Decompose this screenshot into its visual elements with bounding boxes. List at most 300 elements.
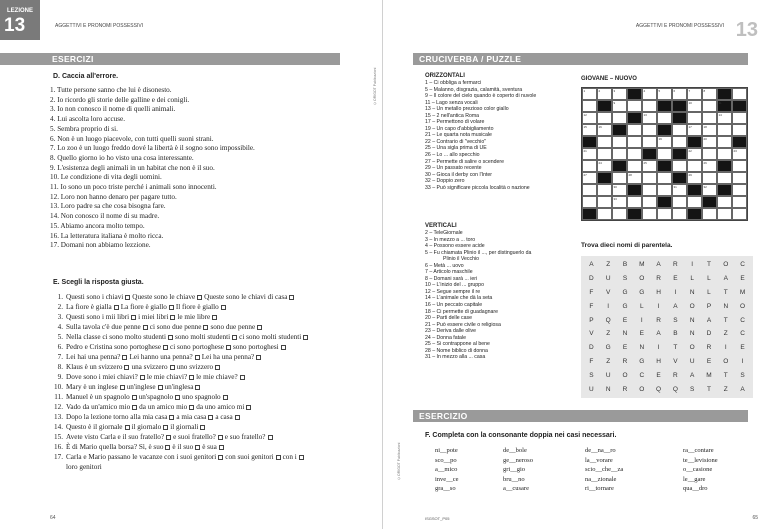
crossword-cell[interactable]: 19 [657, 136, 672, 148]
answer-checkbox[interactable] [189, 405, 194, 410]
wordsearch-letter[interactable]: T [707, 385, 711, 393]
answer-checkbox[interactable] [215, 365, 220, 370]
wordsearch-letter[interactable]: U [605, 275, 611, 283]
crossword-cell[interactable] [582, 160, 597, 172]
clue-orizzontale: 21 – Le quarta nota musicale [425, 132, 492, 139]
exercise-d-item: 8. Quello giorno io ho visto una cosa interessante. [50, 153, 194, 162]
answer-checkbox[interactable] [170, 365, 175, 370]
wordsearch-letter[interactable]: H [656, 357, 661, 365]
answer-checkbox[interactable] [114, 305, 119, 310]
wordsearch-letter[interactable]: I [640, 316, 643, 324]
wordsearch-letter[interactable]: C [740, 261, 745, 269]
answer-checkbox[interactable] [122, 355, 127, 360]
crossword-cell[interactable]: 27 [582, 172, 597, 184]
crossword-cell[interactable] [732, 172, 747, 184]
option-text: una svizzero [131, 363, 168, 371]
wordsearch-letter[interactable]: F [589, 302, 594, 310]
clue-verticale: 8 – Domani sarà ... ieri [425, 275, 478, 282]
exercise-f-column-2 [503, 446, 533, 494]
wordsearch-letter[interactable]: D [706, 330, 712, 338]
crossword-cell[interactable] [702, 172, 717, 184]
wordsearch-letter[interactable]: Z [606, 330, 611, 338]
crossword-cell[interactable] [657, 172, 672, 184]
wordsearch-letter[interactable]: R [673, 261, 678, 269]
wordsearch-letter[interactable]: G [639, 288, 645, 296]
crossword-cell[interactable] [642, 124, 657, 136]
answer-checkbox[interactable] [218, 435, 223, 440]
wordsearch-letter[interactable]: T [723, 316, 728, 324]
fill-in-word[interactable]: scio__che__za [585, 466, 624, 473]
fill-in-word[interactable]: bru__no [503, 475, 525, 483]
crossword-cell[interactable]: 21 [582, 148, 597, 160]
fill-in-word[interactable]: ra__contare [683, 447, 714, 454]
fill-in-word[interactable]: sco__po [435, 456, 457, 464]
wordsearch-letter[interactable]: S [589, 371, 594, 379]
exercise-e-item [50, 432, 310, 442]
answer-checkbox[interactable] [163, 425, 168, 430]
crossword-cell[interactable] [582, 196, 597, 208]
fill-in-word[interactable]: a__cusare [503, 485, 529, 492]
crossword-cell[interactable] [732, 184, 747, 196]
crossword-cell[interactable] [672, 124, 687, 136]
answer-checkbox[interactable] [131, 315, 136, 320]
wordsearch-letter[interactable]: R [622, 385, 628, 393]
fill-in-word[interactable]: gra__so [435, 485, 456, 492]
answer-checkbox[interactable] [195, 355, 200, 360]
wordsearch-grid[interactable] [581, 256, 753, 398]
crossword-cell[interactable]: 2 [597, 88, 612, 100]
crossword-cell[interactable]: 10 [687, 100, 702, 112]
wordsearch-letter[interactable]: R [656, 316, 661, 324]
crossword-cell[interactable] [672, 136, 687, 148]
wordsearch-letter[interactable]: E [740, 275, 745, 283]
crossword-cell[interactable] [612, 148, 627, 160]
answer-checkbox[interactable] [240, 375, 245, 380]
crossword-cell[interactable] [642, 136, 657, 148]
crossword-cell[interactable] [627, 160, 642, 172]
wordsearch-letter[interactable]: Z [606, 261, 611, 269]
answer-checkbox[interactable] [169, 415, 174, 420]
crossword-black-cell [642, 148, 657, 160]
answer-checkbox[interactable] [158, 385, 163, 390]
wordsearch-letter[interactable]: U [605, 371, 611, 379]
wordsearch-letter[interactable]: D [589, 275, 594, 283]
wordsearch-letter[interactable]: B [673, 330, 678, 338]
fill-in-word[interactable]: na__zionale [585, 475, 617, 483]
wordsearch-letter[interactable]: M [639, 261, 645, 269]
wordsearch-letter[interactable]: V [589, 330, 594, 338]
answer-checkbox[interactable] [299, 455, 304, 460]
wordsearch-letter[interactable]: Z [723, 385, 728, 393]
wordsearch-letter[interactable]: O [639, 275, 645, 283]
wordsearch-letter[interactable]: I [674, 288, 677, 296]
wordsearch-letter[interactable]: V [673, 357, 678, 365]
lesson-tab [0, 0, 40, 40]
answer-checkbox[interactable] [218, 455, 223, 460]
crossword-cell[interactable] [597, 208, 612, 220]
wordsearch-letter[interactable]: B [622, 261, 628, 269]
crossword-cell[interactable]: 23 [732, 148, 747, 160]
crossword-cell[interactable] [687, 196, 702, 208]
crossword-cell[interactable] [582, 184, 597, 196]
crossword-cell[interactable] [717, 148, 732, 160]
crossword-cell[interactable] [597, 184, 612, 196]
wordsearch-letter[interactable]: R [622, 357, 628, 365]
crossword-cell[interactable] [612, 136, 627, 148]
wordsearch-letter[interactable]: R [706, 344, 712, 352]
wordsearch-letter[interactable]: G [639, 357, 645, 365]
wordsearch-letter[interactable]: L [690, 275, 694, 283]
answer-checkbox[interactable] [221, 305, 226, 310]
wordsearch-letter[interactable]: L [639, 302, 644, 310]
wordsearch-letter[interactable]: D [589, 344, 594, 352]
answer-checkbox[interactable] [132, 395, 137, 400]
crossword-cell[interactable] [657, 112, 672, 124]
wordsearch-letter[interactable]: F [589, 288, 594, 296]
crossword-cell[interactable]: 26 [702, 160, 717, 172]
crossword-cell[interactable] [612, 112, 627, 124]
wordsearch-letter[interactable]: P [706, 302, 712, 310]
exercise-f-column-1 [435, 446, 458, 494]
page-number: 64 [50, 515, 56, 521]
wordsearch-letter[interactable]: E [740, 344, 745, 352]
crossword-cell[interactable] [732, 124, 747, 136]
wordsearch-letter[interactable]: S [622, 275, 628, 283]
wordsearch-letter[interactable]: I [657, 302, 660, 310]
fill-in-word[interactable]: inve__ce [435, 475, 459, 483]
exercise-e-item [50, 322, 310, 332]
crossword-cell[interactable] [702, 112, 717, 124]
answer-checkbox[interactable] [212, 315, 217, 320]
running-head: AGGETTIVI E PRONOMI POSSESSIVI [635, 23, 724, 29]
crossword-cell[interactable] [717, 208, 732, 220]
crossword-cell[interactable] [627, 148, 642, 160]
option-text: Questo è il giornale [66, 423, 123, 431]
fill-in-word[interactable]: ge__neroso [503, 456, 533, 464]
crossword-cell[interactable]: 20 [702, 136, 717, 148]
fill-in-word[interactable]: te__levisione [683, 456, 718, 464]
footer-code: ISGSOT_P05 [425, 516, 450, 521]
crossword-cell[interactable] [597, 136, 612, 148]
wordsearch-letter[interactable]: E [622, 344, 628, 352]
wordsearch-letter[interactable]: U [689, 357, 695, 365]
crossword-cell[interactable] [717, 136, 732, 148]
wordsearch-letter[interactable]: Z [606, 357, 611, 365]
clue-orizzontale: 9 – Il colore del cielo quando è coperto di nuvole [425, 93, 537, 100]
answer-checkbox[interactable] [175, 395, 180, 400]
crossword-cell[interactable] [717, 124, 732, 136]
option-text: con suoi genitori [225, 453, 274, 461]
answer-checkbox[interactable] [195, 445, 200, 450]
wordsearch-letter[interactable]: N [723, 302, 729, 310]
crossword-cell[interactable] [642, 184, 657, 196]
crossword-cell[interactable]: 1 [582, 88, 597, 100]
wordsearch-letter[interactable]: U [589, 385, 594, 393]
wordsearch-letter[interactable]: N [622, 330, 628, 338]
crossword-black-cell [582, 208, 597, 220]
crossword-cell[interactable] [642, 196, 657, 208]
wordsearch-letter[interactable]: O [639, 385, 645, 393]
crossword-cell[interactable]: 28 [627, 172, 642, 184]
wordsearch-letter[interactable]: T [723, 288, 728, 296]
wordsearch-letter[interactable]: E [622, 316, 628, 324]
answer-checkbox[interactable] [197, 295, 202, 300]
crossword-black-cell [717, 160, 732, 172]
crossword-cell[interactable]: 17 [687, 124, 702, 136]
crossword-cell[interactable]: 25 [642, 160, 657, 172]
wordsearch-letter[interactable]: S [690, 385, 695, 393]
wordsearch-letter[interactable]: A [740, 385, 745, 393]
crossword-cell[interactable]: 16 [597, 124, 612, 136]
answer-checkbox[interactable] [223, 395, 228, 400]
wordsearch-letter[interactable]: G [622, 302, 628, 310]
wordsearch-letter[interactable]: A [706, 316, 712, 324]
option-text: Avete visto Carla e il suo fratello? [66, 433, 165, 441]
crossword-cell[interactable] [642, 208, 657, 220]
option-text: le mie chiavi? [146, 373, 188, 381]
answer-checkbox[interactable] [276, 455, 281, 460]
crossword-cell[interactable] [672, 160, 687, 172]
crossword-cell[interactable]: 32 [702, 184, 717, 196]
crossword-cell[interactable]: 14 [717, 112, 732, 124]
crossword-cell[interactable] [717, 196, 732, 208]
answer-checkbox[interactable] [168, 335, 173, 340]
crossword-cell[interactable] [597, 112, 612, 124]
wordsearch-letter[interactable]: N [689, 288, 695, 296]
wordsearch-letter[interactable]: A [589, 261, 594, 269]
wordsearch-letter[interactable]: N [605, 385, 611, 393]
answer-checkbox[interactable] [268, 435, 273, 440]
exercise-e-item [50, 342, 310, 352]
wordsearch-letter[interactable]: E [656, 371, 661, 379]
answer-checkbox[interactable] [170, 315, 175, 320]
answer-checkbox[interactable] [132, 405, 137, 410]
wordsearch-letter[interactable]: Z [723, 330, 728, 338]
crossword-cell[interactable] [597, 196, 612, 208]
wordsearch-letter[interactable]: C [740, 316, 745, 324]
wordsearch-letter[interactable]: A [723, 275, 728, 283]
answer-checkbox[interactable] [125, 425, 130, 430]
wordsearch-letter[interactable]: E [673, 275, 678, 283]
answer-checkbox[interactable] [140, 375, 145, 380]
wordsearch-letter[interactable]: I [607, 302, 610, 310]
fill-in-word[interactable]: a__mico [435, 466, 458, 473]
wordsearch-letter[interactable]: C [639, 371, 645, 379]
crossword-cell[interactable] [702, 100, 717, 112]
wordsearch-letter[interactable]: S [740, 371, 745, 379]
option-text: Dove sono i miei chiavi? [66, 373, 138, 381]
crossword-cell[interactable] [732, 160, 747, 172]
wordsearch-letter[interactable]: T [707, 261, 711, 269]
wordsearch-letter[interactable]: Q [672, 385, 678, 393]
crossword-grid[interactable] [581, 87, 748, 221]
answer-checkbox[interactable] [195, 385, 200, 390]
wordsearch-letter[interactable]: I [657, 344, 660, 352]
crossword-cell[interactable]: 29 [687, 172, 702, 184]
crossword-cell[interactable] [732, 196, 747, 208]
wordsearch-letter[interactable]: R [673, 371, 678, 379]
wordsearch-letter[interactable]: F [589, 357, 594, 365]
crossword-cell[interactable]: 7 [687, 88, 702, 100]
answer-checkbox[interactable] [200, 425, 205, 430]
crossword-cell[interactable] [627, 100, 642, 112]
crossword-cell[interactable] [672, 208, 687, 220]
crossword-cell[interactable] [732, 208, 747, 220]
wordsearch-letter[interactable]: O [689, 302, 695, 310]
answer-checkbox[interactable] [226, 345, 231, 350]
wordsearch-letter[interactable]: L [707, 275, 711, 283]
wordsearch-letter[interactable]: A [673, 302, 678, 310]
wordsearch-letter[interactable]: N [689, 330, 695, 338]
crossword-cell[interactable]: 33 [612, 196, 627, 208]
crossword-cell[interactable]: 22 [687, 148, 702, 160]
fill-in-word[interactable]: le__gare [683, 475, 706, 483]
crossword-cell[interactable]: 18 [702, 124, 717, 136]
crossword-cell[interactable] [672, 196, 687, 208]
wordsearch-letter[interactable]: H [656, 288, 661, 296]
answer-checkbox[interactable] [256, 355, 261, 360]
answer-checkbox[interactable] [303, 335, 308, 340]
crossword-cell[interactable]: 6 [672, 88, 687, 100]
wordsearch-letter[interactable]: T [673, 344, 678, 352]
wordsearch-letter[interactable]: R [656, 275, 661, 283]
wordsearch-letter[interactable]: T [723, 371, 728, 379]
answer-checkbox[interactable] [125, 295, 130, 300]
wordsearch-letter[interactable]: I [691, 261, 694, 269]
crossword-cell[interactable]: 13 [642, 112, 657, 124]
wordsearch-letter[interactable]: I [724, 344, 727, 352]
crossword-cell[interactable]: 8 [702, 88, 717, 100]
fill-in-word[interactable]: ni__pote [435, 447, 458, 454]
item-number: 12. [54, 403, 63, 411]
wordsearch-letter[interactable]: N [689, 316, 695, 324]
clue-verticale: 4 – Possono essere acide [425, 243, 485, 250]
wordsearch-letter[interactable]: O [622, 371, 628, 379]
answer-checkbox[interactable] [166, 435, 171, 440]
option-text: è il suo [172, 443, 194, 451]
crossword-cell[interactable] [702, 208, 717, 220]
wordsearch-letter[interactable]: M [706, 371, 712, 379]
section-band-cruciverba: CRUCIVERBA / PUZZLE [413, 53, 748, 65]
exercise-e-item [50, 382, 310, 392]
crossword-cell[interactable] [612, 172, 627, 184]
crossword-cell[interactable] [612, 208, 627, 220]
crossword-cell[interactable] [657, 184, 672, 196]
fill-in-word[interactable]: ri__tornare [585, 485, 614, 492]
wordsearch-letter[interactable]: Q [605, 316, 611, 324]
answer-checkbox[interactable] [208, 415, 213, 420]
answer-checkbox[interactable] [203, 325, 208, 330]
answer-checkbox[interactable] [219, 445, 224, 450]
fill-in-word[interactable]: la__vorare [585, 456, 613, 464]
crossword-cell[interactable]: 5 [657, 88, 672, 100]
crossword-cell[interactable] [627, 136, 642, 148]
crossword-cell[interactable]: 4 [642, 88, 657, 100]
exercise-d-item: 15. Abiamo ancora molto tempo. [50, 221, 145, 230]
wordsearch-letter[interactable]: O [723, 261, 729, 269]
fill-in-word[interactable]: o__casione [683, 466, 713, 473]
wordsearch-letter[interactable]: N [639, 344, 645, 352]
fill-in-word[interactable]: de__bole [503, 447, 527, 454]
wordsearch-letter[interactable]: E [706, 357, 712, 365]
wordsearch-letter[interactable]: A [656, 330, 661, 338]
fill-in-word[interactable]: qua__dro [683, 485, 708, 492]
option-text: Queste sono le chiavi di casa [204, 293, 288, 301]
crossword-cell[interactable] [642, 172, 657, 184]
exercise-e-item [50, 312, 310, 322]
crossword-cell[interactable] [657, 148, 672, 160]
crossword-cell[interactable] [657, 208, 672, 220]
answer-checkbox[interactable] [189, 375, 194, 380]
wordsearch-letter[interactable]: A [690, 371, 695, 379]
wordsearch-letter[interactable]: L [707, 288, 711, 296]
answer-checkbox[interactable] [289, 295, 294, 300]
crossword-cell[interactable]: 30 [612, 184, 627, 196]
wordsearch-letter[interactable]: I [741, 357, 744, 365]
crossword-black-cell [627, 208, 642, 220]
fill-in-word[interactable]: gri__gio [503, 466, 526, 473]
wordsearch-letter[interactable]: O [723, 357, 729, 365]
fill-in-word[interactable]: de__na__ro [585, 447, 616, 454]
answer-checkbox[interactable] [163, 345, 168, 350]
answer-checkbox[interactable] [120, 385, 125, 390]
exercise-d-item: 1. Tutte persone sanno che lui è disonesto. [50, 86, 172, 94]
wordsearch-letter[interactable]: M [739, 288, 746, 296]
wordsearch-letter[interactable]: C [740, 330, 745, 338]
crossword-cell[interactable] [732, 112, 747, 124]
wordsearch-letter[interactable]: A [656, 261, 661, 269]
crossword-cell[interactable] [687, 160, 702, 172]
crossword-cell[interactable] [642, 100, 657, 112]
crossword-cell[interactable] [627, 196, 642, 208]
crossword-cell[interactable] [627, 124, 642, 136]
answer-checkbox[interactable] [246, 405, 251, 410]
wordsearch-letter[interactable]: G [622, 288, 628, 296]
wordsearch-letter[interactable]: Q [656, 385, 662, 393]
crossword-cell[interactable] [582, 100, 597, 112]
crossword-cell[interactable]: 31 [672, 184, 687, 196]
wordsearch-letter[interactable]: O [740, 302, 746, 310]
wordsearch-letter[interactable]: S [673, 316, 678, 324]
wordsearch-letter[interactable]: V [606, 288, 611, 296]
answer-checkbox[interactable] [232, 335, 237, 340]
crossword-cell[interactable]: 12 [582, 112, 597, 124]
answer-checkbox[interactable] [169, 305, 174, 310]
exercise-e-list [50, 292, 310, 472]
crossword-cell[interactable] [597, 148, 612, 160]
answer-checkbox[interactable] [124, 365, 129, 370]
crossword-cell[interactable]: 15 [582, 124, 597, 136]
answer-checkbox[interactable] [257, 325, 262, 330]
crossword-cell[interactable] [732, 88, 747, 100]
answer-checkbox[interactable] [281, 345, 286, 350]
crossword-black-cell [597, 172, 612, 184]
wordsearch-letter[interactable]: P [589, 316, 594, 324]
answer-checkbox[interactable] [165, 445, 170, 450]
answer-checkbox[interactable] [235, 415, 240, 420]
crossword-cell[interactable]: 24 [597, 160, 612, 172]
wordsearch-letter[interactable]: G [605, 344, 611, 352]
crossword-cell[interactable]: 3 [612, 88, 627, 100]
crossword-cell[interactable]: 9 [612, 100, 627, 112]
crossword-cell[interactable] [717, 172, 732, 184]
crossword-cell[interactable] [687, 112, 702, 124]
wordsearch-letter[interactable]: O [689, 344, 695, 352]
clue-verticale: 5 – Fu chiamata Plinio il ..., per distinguerlo da [425, 249, 532, 256]
answer-checkbox[interactable] [143, 325, 148, 330]
crossword-cell[interactable] [702, 148, 717, 160]
wordsearch-letter[interactable]: E [639, 330, 644, 338]
